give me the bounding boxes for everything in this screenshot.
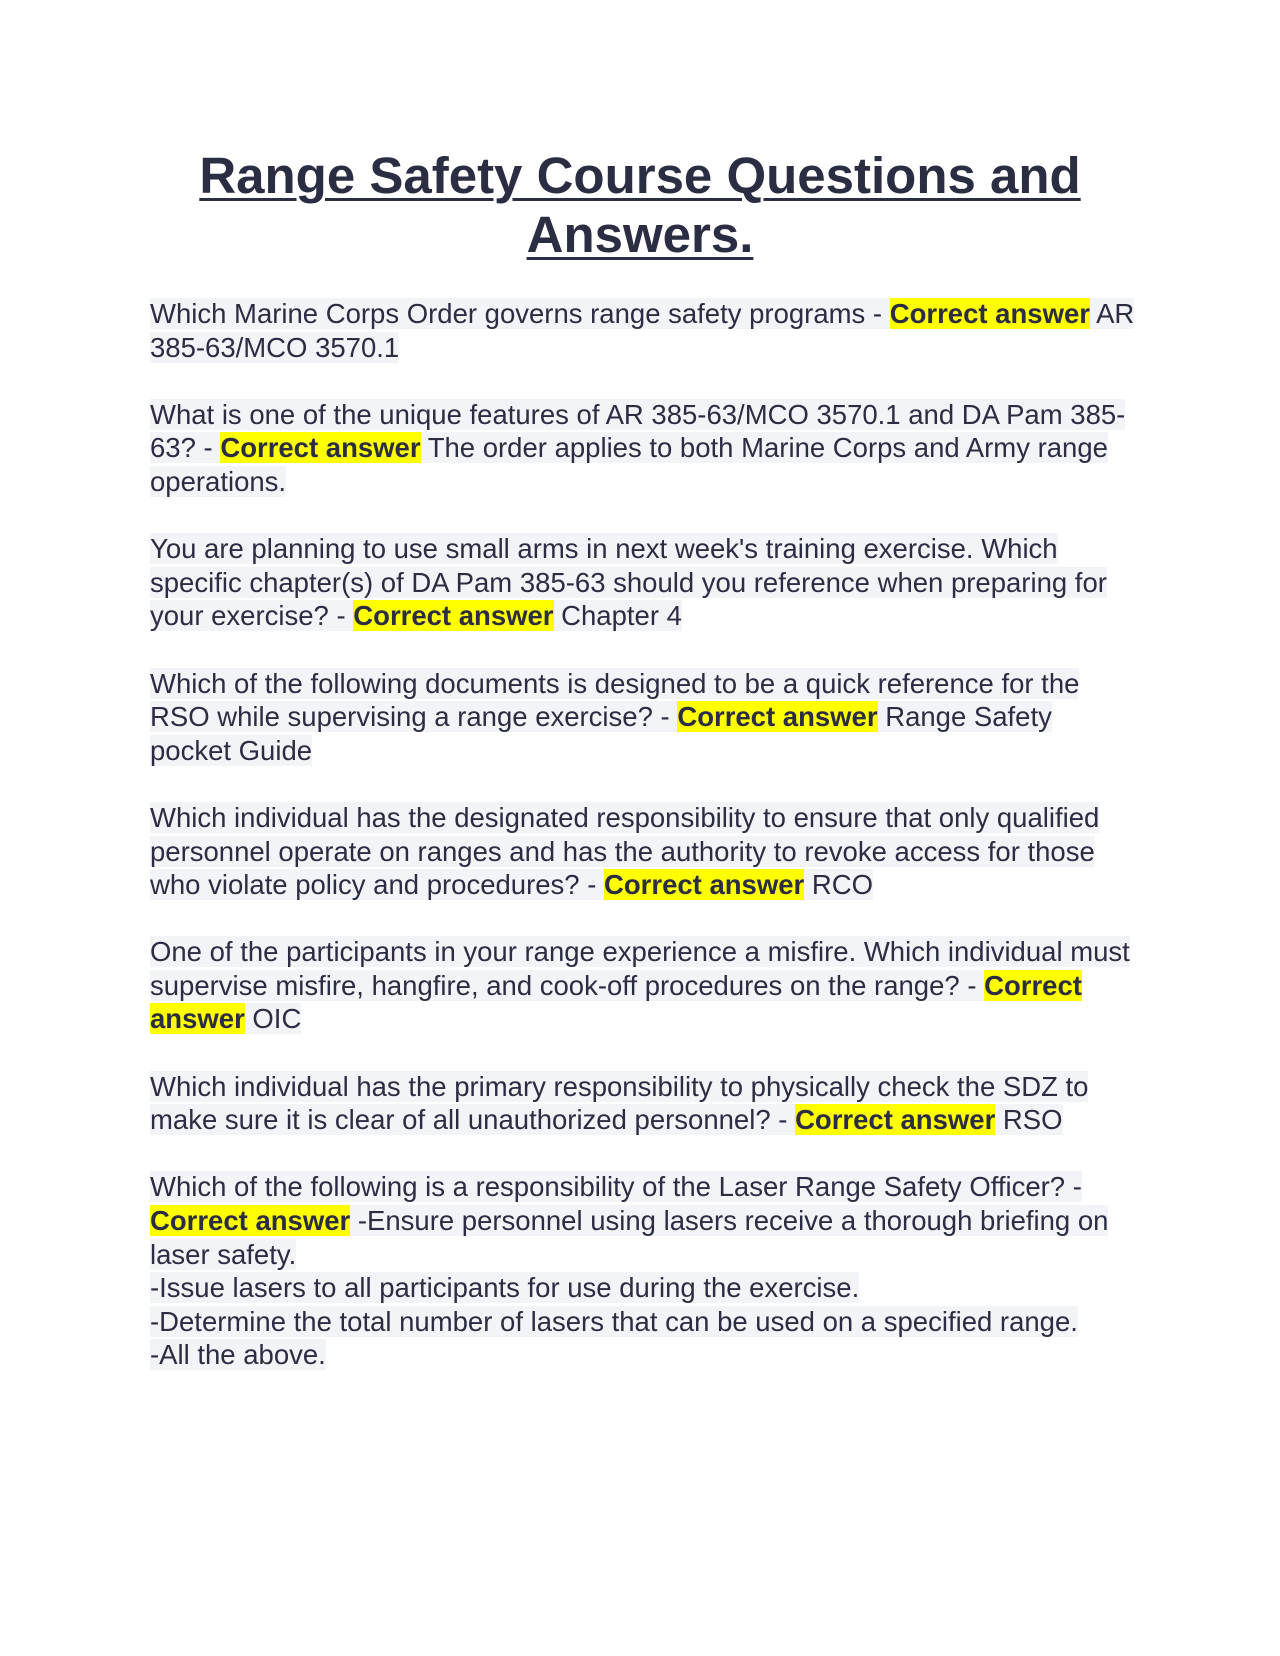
correct-answer-label: Correct answer (150, 1205, 351, 1237)
question-text: What is one of the unique features of AR 385-63/MCO 3570.1 and DA Pam 385-63? - (150, 398, 1126, 464)
correct-answer-label: Correct answer (795, 1104, 996, 1136)
answer-text: OIC (244, 1003, 302, 1035)
qa-list (150, 297, 1140, 1406)
qa-item (150, 398, 1140, 499)
answer-text: -Ensure personnel using lasers receive a thorough briefing on laser safety. (150, 1205, 1109, 1270)
answer-text: The order applies to both Marine Corps and Army range operations. (150, 432, 1108, 497)
question-text: Which individual has the primary responsibility to physically check the SDZ to make sure it is clear of all unauthorized personnel? - (150, 1070, 1089, 1136)
answer-option-line (150, 1305, 1140, 1339)
answer-option-text: -Issue lasers to all participants for use during the exercise. (150, 1272, 860, 1304)
question-text: Which of the following is a responsibility of the Laser Range Safety Officer? - (150, 1171, 1082, 1203)
correct-answer-label: Correct answer (220, 432, 421, 464)
answer-option-text: -All the above. (150, 1339, 326, 1371)
correct-answer-label: Correct answer (150, 969, 1082, 1035)
answer-text: Range Safety pocket Guide (150, 701, 1052, 766)
answer-text: RSO (995, 1104, 1063, 1136)
answer-option-line (150, 1271, 1140, 1305)
qa-item (150, 801, 1140, 902)
answer-text: AR 385-63/MCO 3570.1 (150, 298, 1135, 363)
question-text: Which individual has the designated responsibility to ensure that only qualified personnel operate on ranges and has the authority to revoke access for those who violate policy and procedures? - (150, 801, 1100, 901)
qa-item (150, 935, 1140, 1036)
qa-item (150, 1070, 1140, 1137)
correct-answer-label: Correct answer (604, 869, 805, 901)
qa-item (150, 667, 1140, 768)
question-text: Which Marine Corps Order governs range safety programs - (150, 298, 890, 329)
answer-text: RCO (804, 869, 873, 901)
correct-answer-label: Correct answer (677, 701, 878, 733)
qa-item (150, 297, 1140, 364)
answer-option-text: -Determine the total number of lasers that can be used on a specified range. (150, 1305, 1078, 1337)
qa-item (150, 532, 1140, 633)
question-text: One of the participants in your range experience a misfire. Which individual must supervise misfire, hangfire, and cook-off procedures on the range? - (150, 936, 1130, 1001)
page-title: Range Safety Course Questions and Answers. (199, 147, 1081, 263)
question-text: You are planning to use small arms in next week's training exercise. Which specific chapter(s) of DA Pam 385-63 should you reference when preparing for your exercise? - (150, 533, 1107, 632)
correct-answer-label: Correct answer (353, 600, 554, 632)
answer-text: Chapter 4 (553, 600, 682, 632)
answer-option-line (150, 1338, 1140, 1372)
qa-item (150, 1170, 1140, 1372)
question-text: Which of the following documents is designed to be a quick reference for the RSO while supervising a range exercise? - (150, 667, 1080, 733)
correct-answer-label: Correct answer (889, 298, 1090, 329)
